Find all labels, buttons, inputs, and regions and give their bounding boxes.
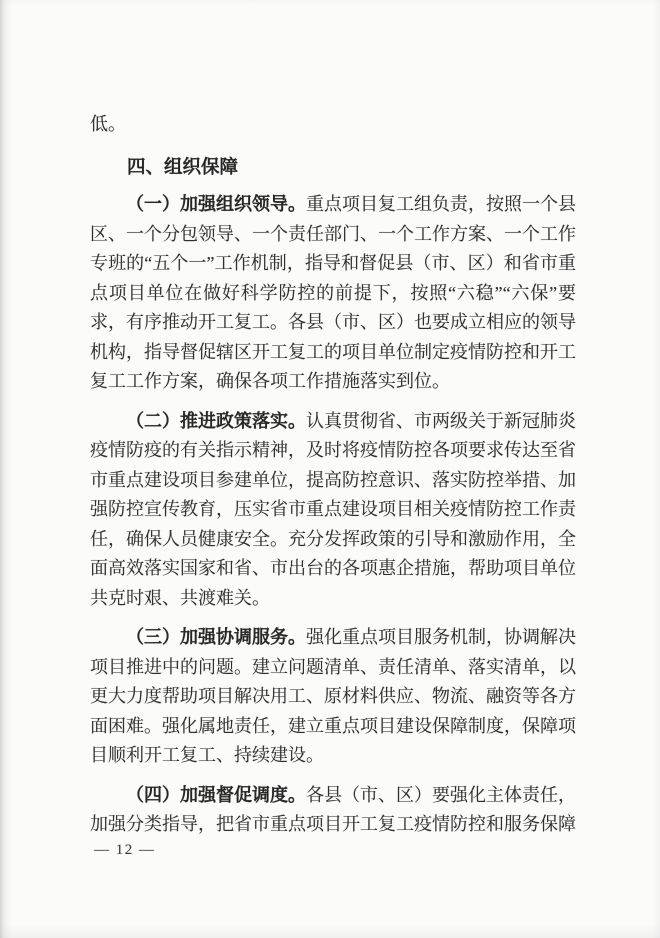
paragraph-2 (90, 407, 576, 614)
paragraph-4-text: 各县（市、区）要强化主体责任，加强分类指导，把省市重点项目开工复工疫情防控和服务保障 (90, 784, 576, 834)
paragraph-continuation: 低。 (90, 114, 126, 134)
paragraph-1-text: 重点项目复工组负责，按照一个县区、一个分包领导、一个责任部门、一个工作方案、一个工作专班的“五个一”工作机制，指导和督促县（市、区）和省市重点项目单位在做好科学防控的前提下，按照“六稳”“六保”要求，有序推动开工复工。各县（市、区）也要成立相应的领导机构，指导督促辖区开工复工的项目单位制定疫情防控和开工复工工作方案，确保各项工作措施落实到位。 (90, 194, 576, 391)
paragraph-1-lead: （一）加强组织领导。 (126, 194, 306, 214)
paragraph-2-lead: （二）推进政策落实。 (126, 410, 306, 431)
page-number: — 12 — (94, 842, 156, 858)
section-heading: 四、组织保障 (127, 157, 239, 178)
paragraph-3-text: 强化重点项目服务机制，协调解决项目推进中的问题。建立问题清单、责任清单、落实清单，以更大力度帮助项目解决用工、原材料供应、物流、融资等各方面困难。强化属地责任，建立重点项目建设保障制度，保障项目顺利开工复工、持续建设。 (90, 627, 576, 765)
paragraph-3-lead: （三）加强协调服务。 (126, 627, 306, 647)
paragraph-2-text: 认真贯彻省、市两级关于新冠肺炎疫情防疫的有关指示精神，及时将疫情防控各项要求传达至省市重点建设项目参建单位，提高防控意识、落实防控举措、加强防控宣传教育，压实省市重点建设项目相关疫情防控工作责任，确保人员健康安全。充分发挥政策的引导和激励作用，全面高效落实国家和省、市出台的各项惠企措施，帮助项目单位共克时艰、共渡难关。 (90, 410, 576, 608)
paragraph-4-lead: （四）加强督促调度。 (126, 784, 306, 805)
paragraph-1 (90, 190, 576, 397)
paragraph-3 (90, 623, 576, 771)
paragraph-4 (90, 781, 576, 840)
